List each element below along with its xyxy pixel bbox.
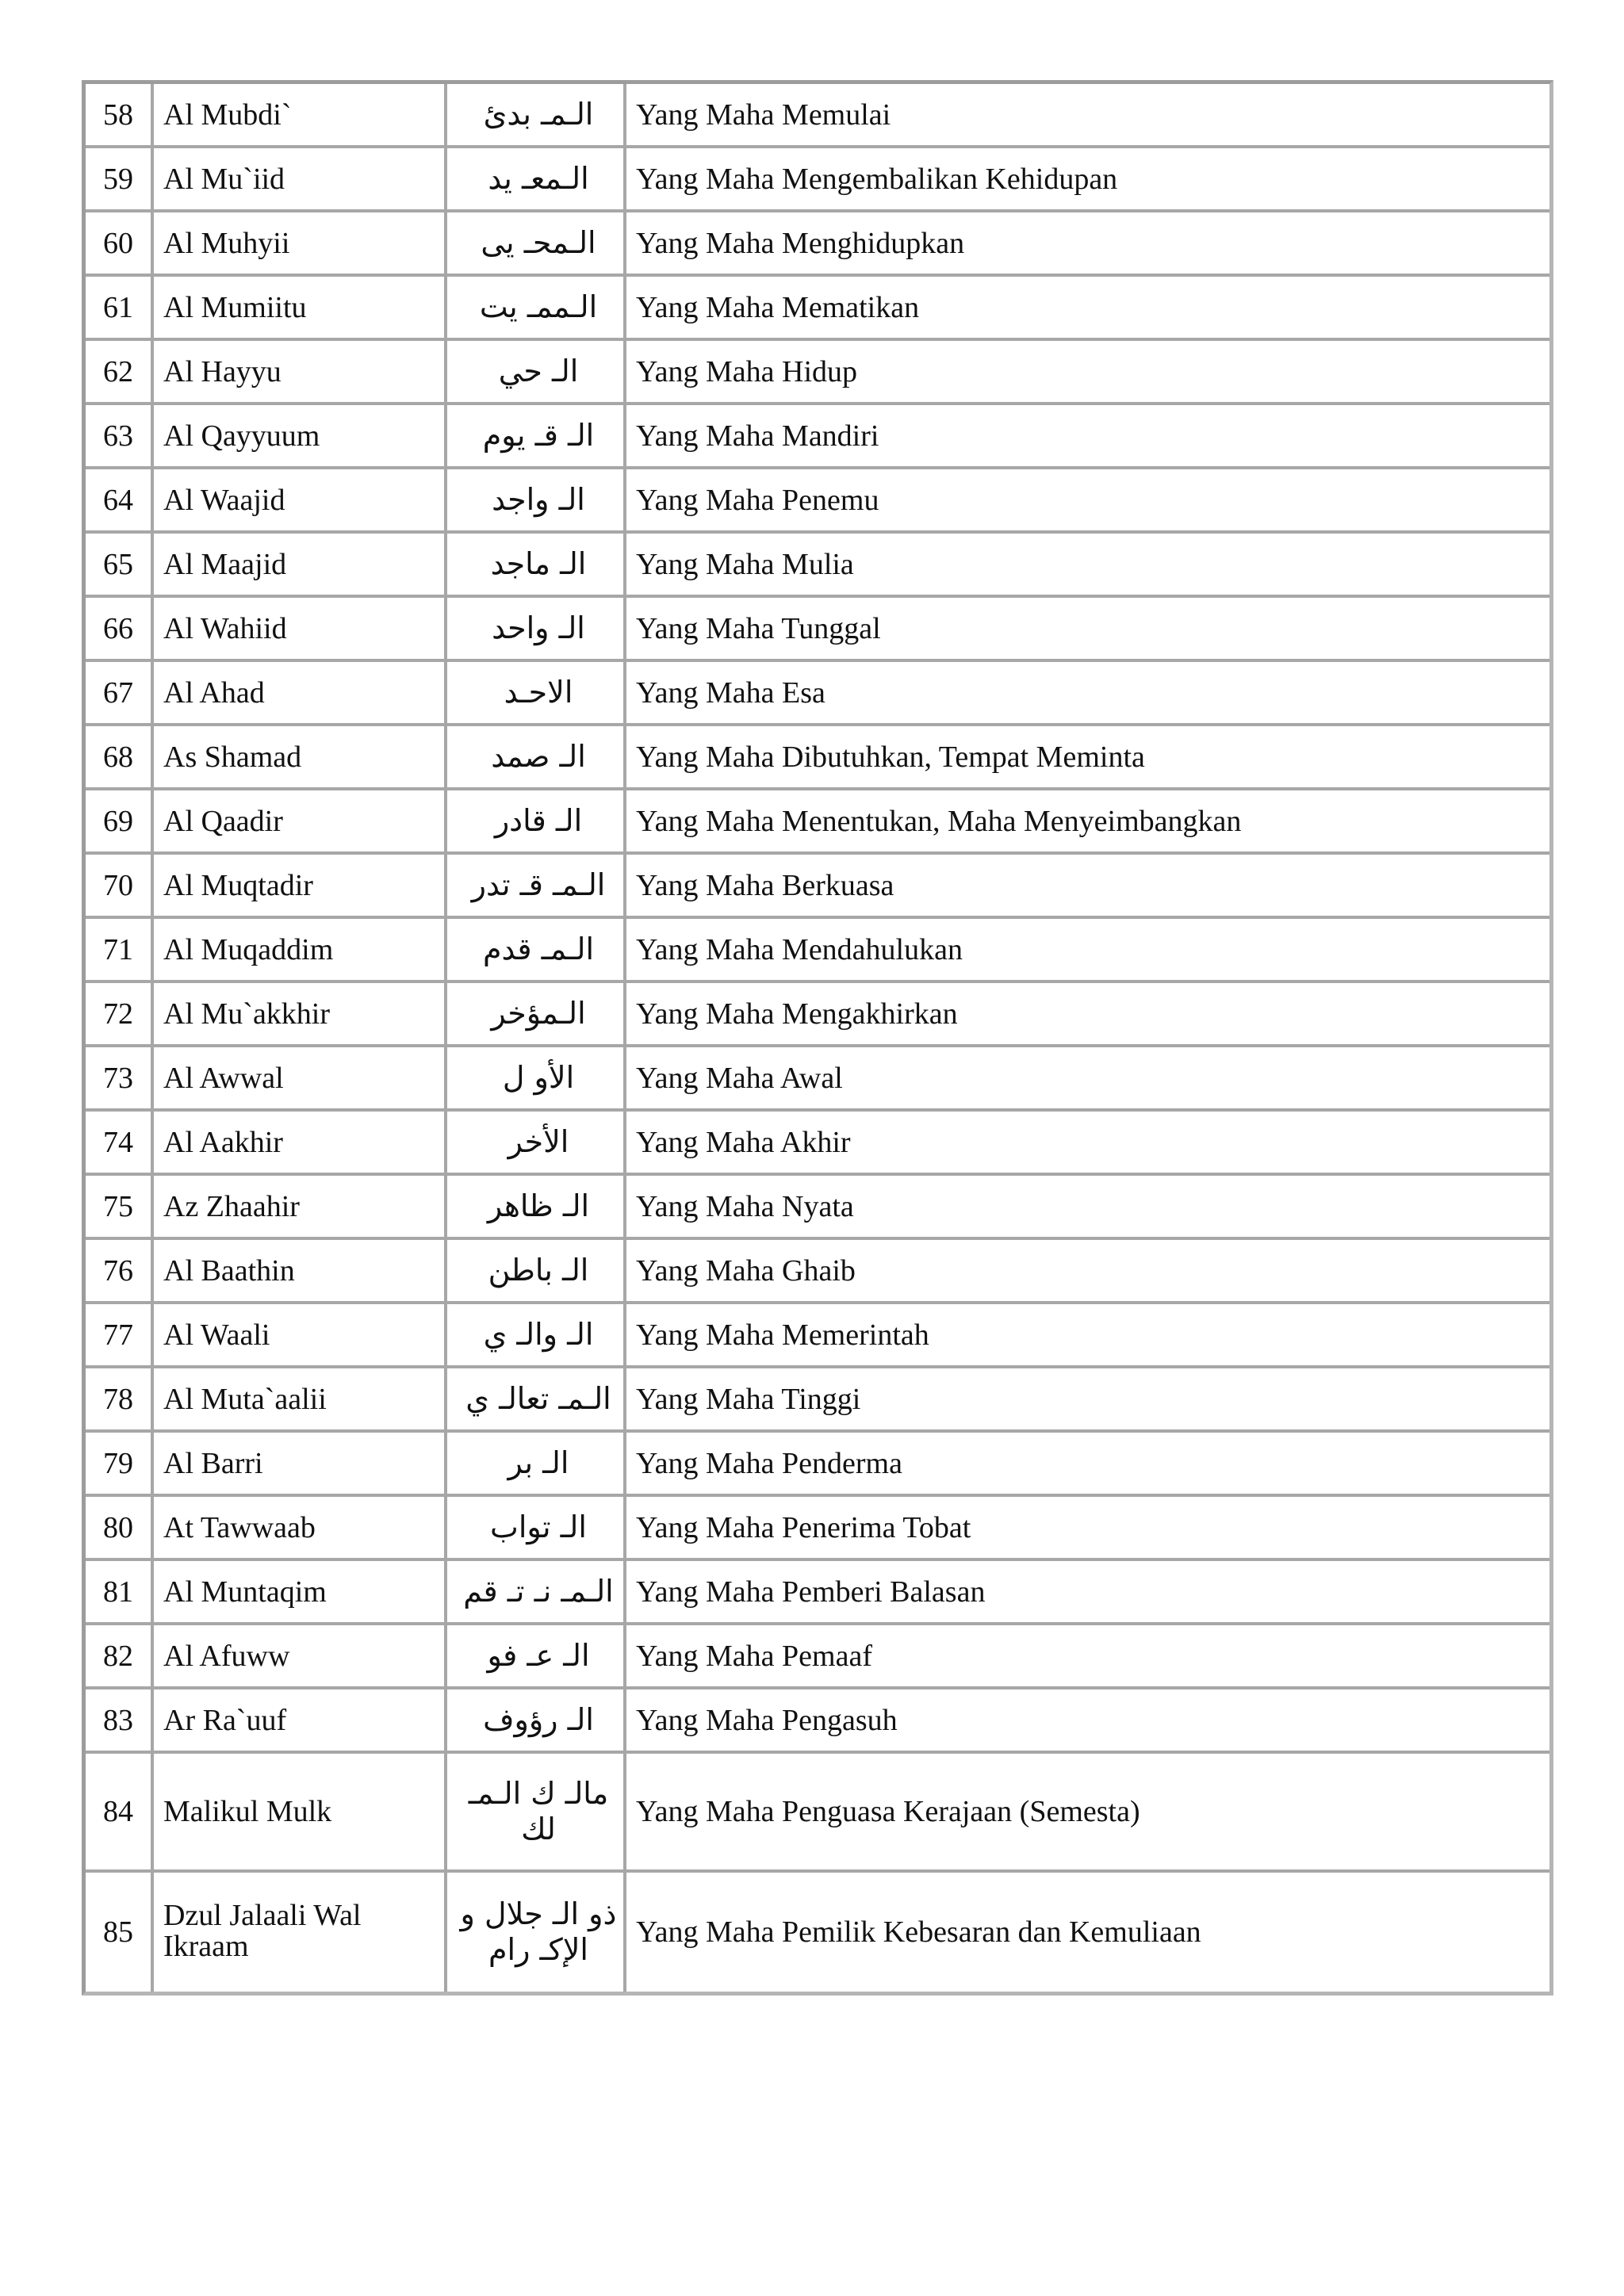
name-meaning: Yang Maha Penguasa Kerajaan (Semesta) (626, 1754, 1549, 1873)
name-meaning: Yang Maha Ghaib (626, 1240, 1549, 1304)
arabic-name: الاحـد (447, 662, 626, 726)
table-row (86, 1873, 1549, 1992)
table-row (86, 277, 1549, 341)
name-meaning: Yang Maha Mengembalikan Kehidupan (626, 148, 1549, 212)
name-meaning: Yang Maha Awal (626, 1047, 1549, 1112)
table-body (86, 84, 1549, 1992)
row-number: 58 (86, 84, 154, 148)
latin-name (154, 469, 447, 534)
arabic-name: الـمـ قـ تدر (447, 855, 626, 919)
table-row (86, 534, 1549, 598)
arabic-name: الـ ماجد (447, 534, 626, 598)
latin-name (154, 84, 447, 148)
table-row (86, 1368, 1549, 1433)
table-row (86, 1561, 1549, 1625)
latin-name-text: Al Barri (163, 1446, 263, 1480)
name-meaning: Yang Maha Penemu (626, 469, 1549, 534)
row-number: 72 (86, 983, 154, 1047)
latin-name (154, 534, 447, 598)
row-number: 60 (86, 212, 154, 277)
arabic-name: ذو الـ جلال و الإكـ رام (447, 1873, 626, 1992)
name-meaning: Yang Maha Akhir (626, 1112, 1549, 1176)
latin-name-text: Al Awwal (163, 1061, 284, 1095)
latin-name-text: Al Muntaqim (163, 1575, 327, 1609)
table-row (86, 405, 1549, 469)
latin-name-text: Ar Ra`uuf (163, 1703, 287, 1737)
name-meaning: Yang Maha Dibutuhkan, Tempat Meminta (626, 726, 1549, 790)
latin-name (154, 1497, 447, 1561)
latin-name-text: Al Muhyii (163, 226, 290, 260)
name-meaning: Yang Maha Mendahulukan (626, 919, 1549, 983)
names-table-frame (82, 80, 1553, 1996)
latin-name (154, 341, 447, 405)
name-meaning: Yang Maha Tunggal (626, 598, 1549, 662)
row-number: 81 (86, 1561, 154, 1625)
row-number: 66 (86, 598, 154, 662)
arabic-name: الـمـ نـ تـ قم (447, 1561, 626, 1625)
arabic-name: الـمـ بدئ (447, 84, 626, 148)
row-number: 76 (86, 1240, 154, 1304)
name-meaning: Yang Maha Berkuasa (626, 855, 1549, 919)
row-number: 61 (86, 277, 154, 341)
latin-name (154, 598, 447, 662)
name-meaning: Yang Maha Menentukan, Maha Menyeimbangkan (626, 790, 1549, 855)
table-row (86, 1112, 1549, 1176)
latin-name (154, 919, 447, 983)
table-row (86, 212, 1549, 277)
table-row (86, 983, 1549, 1047)
row-number: 82 (86, 1625, 154, 1689)
arabic-name: الـ واحد (447, 598, 626, 662)
name-meaning: Yang Maha Penerima Tobat (626, 1497, 1549, 1561)
name-meaning: Yang Maha Mengakhirkan (626, 983, 1549, 1047)
latin-name-text: Al Mubdi` (163, 98, 292, 132)
name-meaning: Yang Maha Pemaaf (626, 1625, 1549, 1689)
table-row (86, 598, 1549, 662)
name-meaning: Yang Maha Mandiri (626, 405, 1549, 469)
table-row (86, 148, 1549, 212)
row-number: 69 (86, 790, 154, 855)
latin-name-text: Al Baathin (163, 1253, 295, 1288)
latin-name (154, 1240, 447, 1304)
row-number: 85 (86, 1873, 154, 1992)
latin-name-text: Al Maajid (163, 547, 287, 581)
latin-name (154, 1754, 447, 1873)
arabic-name: الـمحـ يى (447, 212, 626, 277)
table-row (86, 341, 1549, 405)
name-meaning: Yang Maha Esa (626, 662, 1549, 726)
arabic-name: الـ رؤوف (447, 1689, 626, 1754)
latin-name-text: Az Zhaahir (163, 1189, 300, 1223)
table-row (86, 1304, 1549, 1368)
arabic-name: الـممـ يت (447, 277, 626, 341)
table-row (86, 84, 1549, 148)
latin-name-text: Al Mumiitu (163, 290, 307, 324)
arabic-name: الـ والـ ي (447, 1304, 626, 1368)
latin-name (154, 662, 447, 726)
row-number: 68 (86, 726, 154, 790)
asmaul-husna-table (86, 84, 1549, 1992)
latin-name-text: Al Muqaddim (163, 932, 334, 966)
table-row (86, 469, 1549, 534)
latin-name (154, 1433, 447, 1497)
arabic-name: الـ واجد (447, 469, 626, 534)
row-number: 62 (86, 341, 154, 405)
row-number: 65 (86, 534, 154, 598)
latin-name (154, 405, 447, 469)
row-number: 78 (86, 1368, 154, 1433)
latin-name (154, 1689, 447, 1754)
latin-name-text: Al Qayyuum (163, 419, 320, 453)
latin-name (154, 1368, 447, 1433)
arabic-name: الـ قادر (447, 790, 626, 855)
name-meaning: Yang Maha Pemberi Balasan (626, 1561, 1549, 1625)
latin-name-text: Al Muta`aalii (163, 1382, 327, 1416)
latin-name (154, 212, 447, 277)
latin-name-text: Al Mu`iid (163, 162, 285, 196)
latin-name-text: Al Aakhir (163, 1125, 283, 1159)
table-row (86, 1176, 1549, 1240)
arabic-name: الـ باطن (447, 1240, 626, 1304)
table-row (86, 1689, 1549, 1754)
row-number: 79 (86, 1433, 154, 1497)
latin-name-text: Al Waajid (163, 483, 285, 517)
latin-name-text: Malikul Mulk (163, 1795, 332, 1828)
latin-name (154, 1873, 447, 1992)
name-meaning: Yang Maha Nyata (626, 1176, 1549, 1240)
arabic-name: الـمـ قدم (447, 919, 626, 983)
name-meaning: Yang Maha Menghidupkan (626, 212, 1549, 277)
name-meaning: Yang Maha Pengasuh (626, 1689, 1549, 1754)
latin-name (154, 1176, 447, 1240)
latin-name-text: Dzul Jalaali Wal Ikraam (163, 1898, 362, 1964)
latin-name (154, 277, 447, 341)
name-meaning: Yang Maha Mematikan (626, 277, 1549, 341)
arabic-name: الأو ل (447, 1047, 626, 1112)
table-row (86, 919, 1549, 983)
latin-name-text: Al Qaadir (163, 804, 283, 838)
latin-name (154, 1625, 447, 1689)
table-row (86, 726, 1549, 790)
latin-name (154, 790, 447, 855)
latin-name-text: Al Muqtadir (163, 868, 313, 902)
latin-name-text: Al Afuww (163, 1639, 290, 1673)
arabic-name: مالـ ك الـمـ لك (447, 1754, 626, 1873)
table-row (86, 855, 1549, 919)
latin-name-text: Al Hayyu (163, 354, 282, 388)
table-row (86, 1433, 1549, 1497)
arabic-name: الـ تواب (447, 1497, 626, 1561)
latin-name (154, 1047, 447, 1112)
latin-name-text: Al Waali (163, 1318, 270, 1352)
arabic-name: الـمعـ يد (447, 148, 626, 212)
row-number: 77 (86, 1304, 154, 1368)
arabic-name: الـ صمد (447, 726, 626, 790)
latin-name (154, 726, 447, 790)
latin-name-text: Al Ahad (163, 675, 265, 710)
row-number: 64 (86, 469, 154, 534)
row-number: 84 (86, 1754, 154, 1873)
row-number: 73 (86, 1047, 154, 1112)
table-row (86, 1047, 1549, 1112)
latin-name (154, 1561, 447, 1625)
row-number: 67 (86, 662, 154, 726)
table-row (86, 1754, 1549, 1873)
row-number: 83 (86, 1689, 154, 1754)
latin-name-text: At Tawwaab (163, 1510, 316, 1544)
arabic-name: الأخر (447, 1112, 626, 1176)
row-number: 74 (86, 1112, 154, 1176)
arabic-name: الـمؤخر (447, 983, 626, 1047)
arabic-name: الـ قـ يوم (447, 405, 626, 469)
latin-name (154, 855, 447, 919)
arabic-name: الـ بر (447, 1433, 626, 1497)
row-number: 75 (86, 1176, 154, 1240)
row-number: 70 (86, 855, 154, 919)
latin-name-text: Al Wahiid (163, 611, 287, 645)
name-meaning: Yang Maha Memerintah (626, 1304, 1549, 1368)
name-meaning: Yang Maha Hidup (626, 341, 1549, 405)
row-number: 80 (86, 1497, 154, 1561)
table-row (86, 790, 1549, 855)
row-number: 63 (86, 405, 154, 469)
latin-name-text: Al Mu`akkhir (163, 997, 331, 1031)
table-row (86, 1625, 1549, 1689)
row-number: 71 (86, 919, 154, 983)
name-meaning: Yang Maha Pemilik Kebesaran dan Kemuliaan (626, 1873, 1549, 1992)
name-meaning: Yang Maha Memulai (626, 84, 1549, 148)
latin-name (154, 983, 447, 1047)
row-number: 59 (86, 148, 154, 212)
latin-name (154, 148, 447, 212)
arabic-name: الـمـ تعالـ ي (447, 1368, 626, 1433)
table-row (86, 662, 1549, 726)
arabic-name: الـ عـ فو (447, 1625, 626, 1689)
latin-name (154, 1304, 447, 1368)
name-meaning: Yang Maha Mulia (626, 534, 1549, 598)
arabic-name: الـ ظاهر (447, 1176, 626, 1240)
table-row (86, 1240, 1549, 1304)
name-meaning: Yang Maha Penderma (626, 1433, 1549, 1497)
arabic-name: الـ حي (447, 341, 626, 405)
latin-name (154, 1112, 447, 1176)
latin-name-text: As Shamad (163, 740, 302, 774)
name-meaning: Yang Maha Tinggi (626, 1368, 1549, 1433)
table-row (86, 1497, 1549, 1561)
